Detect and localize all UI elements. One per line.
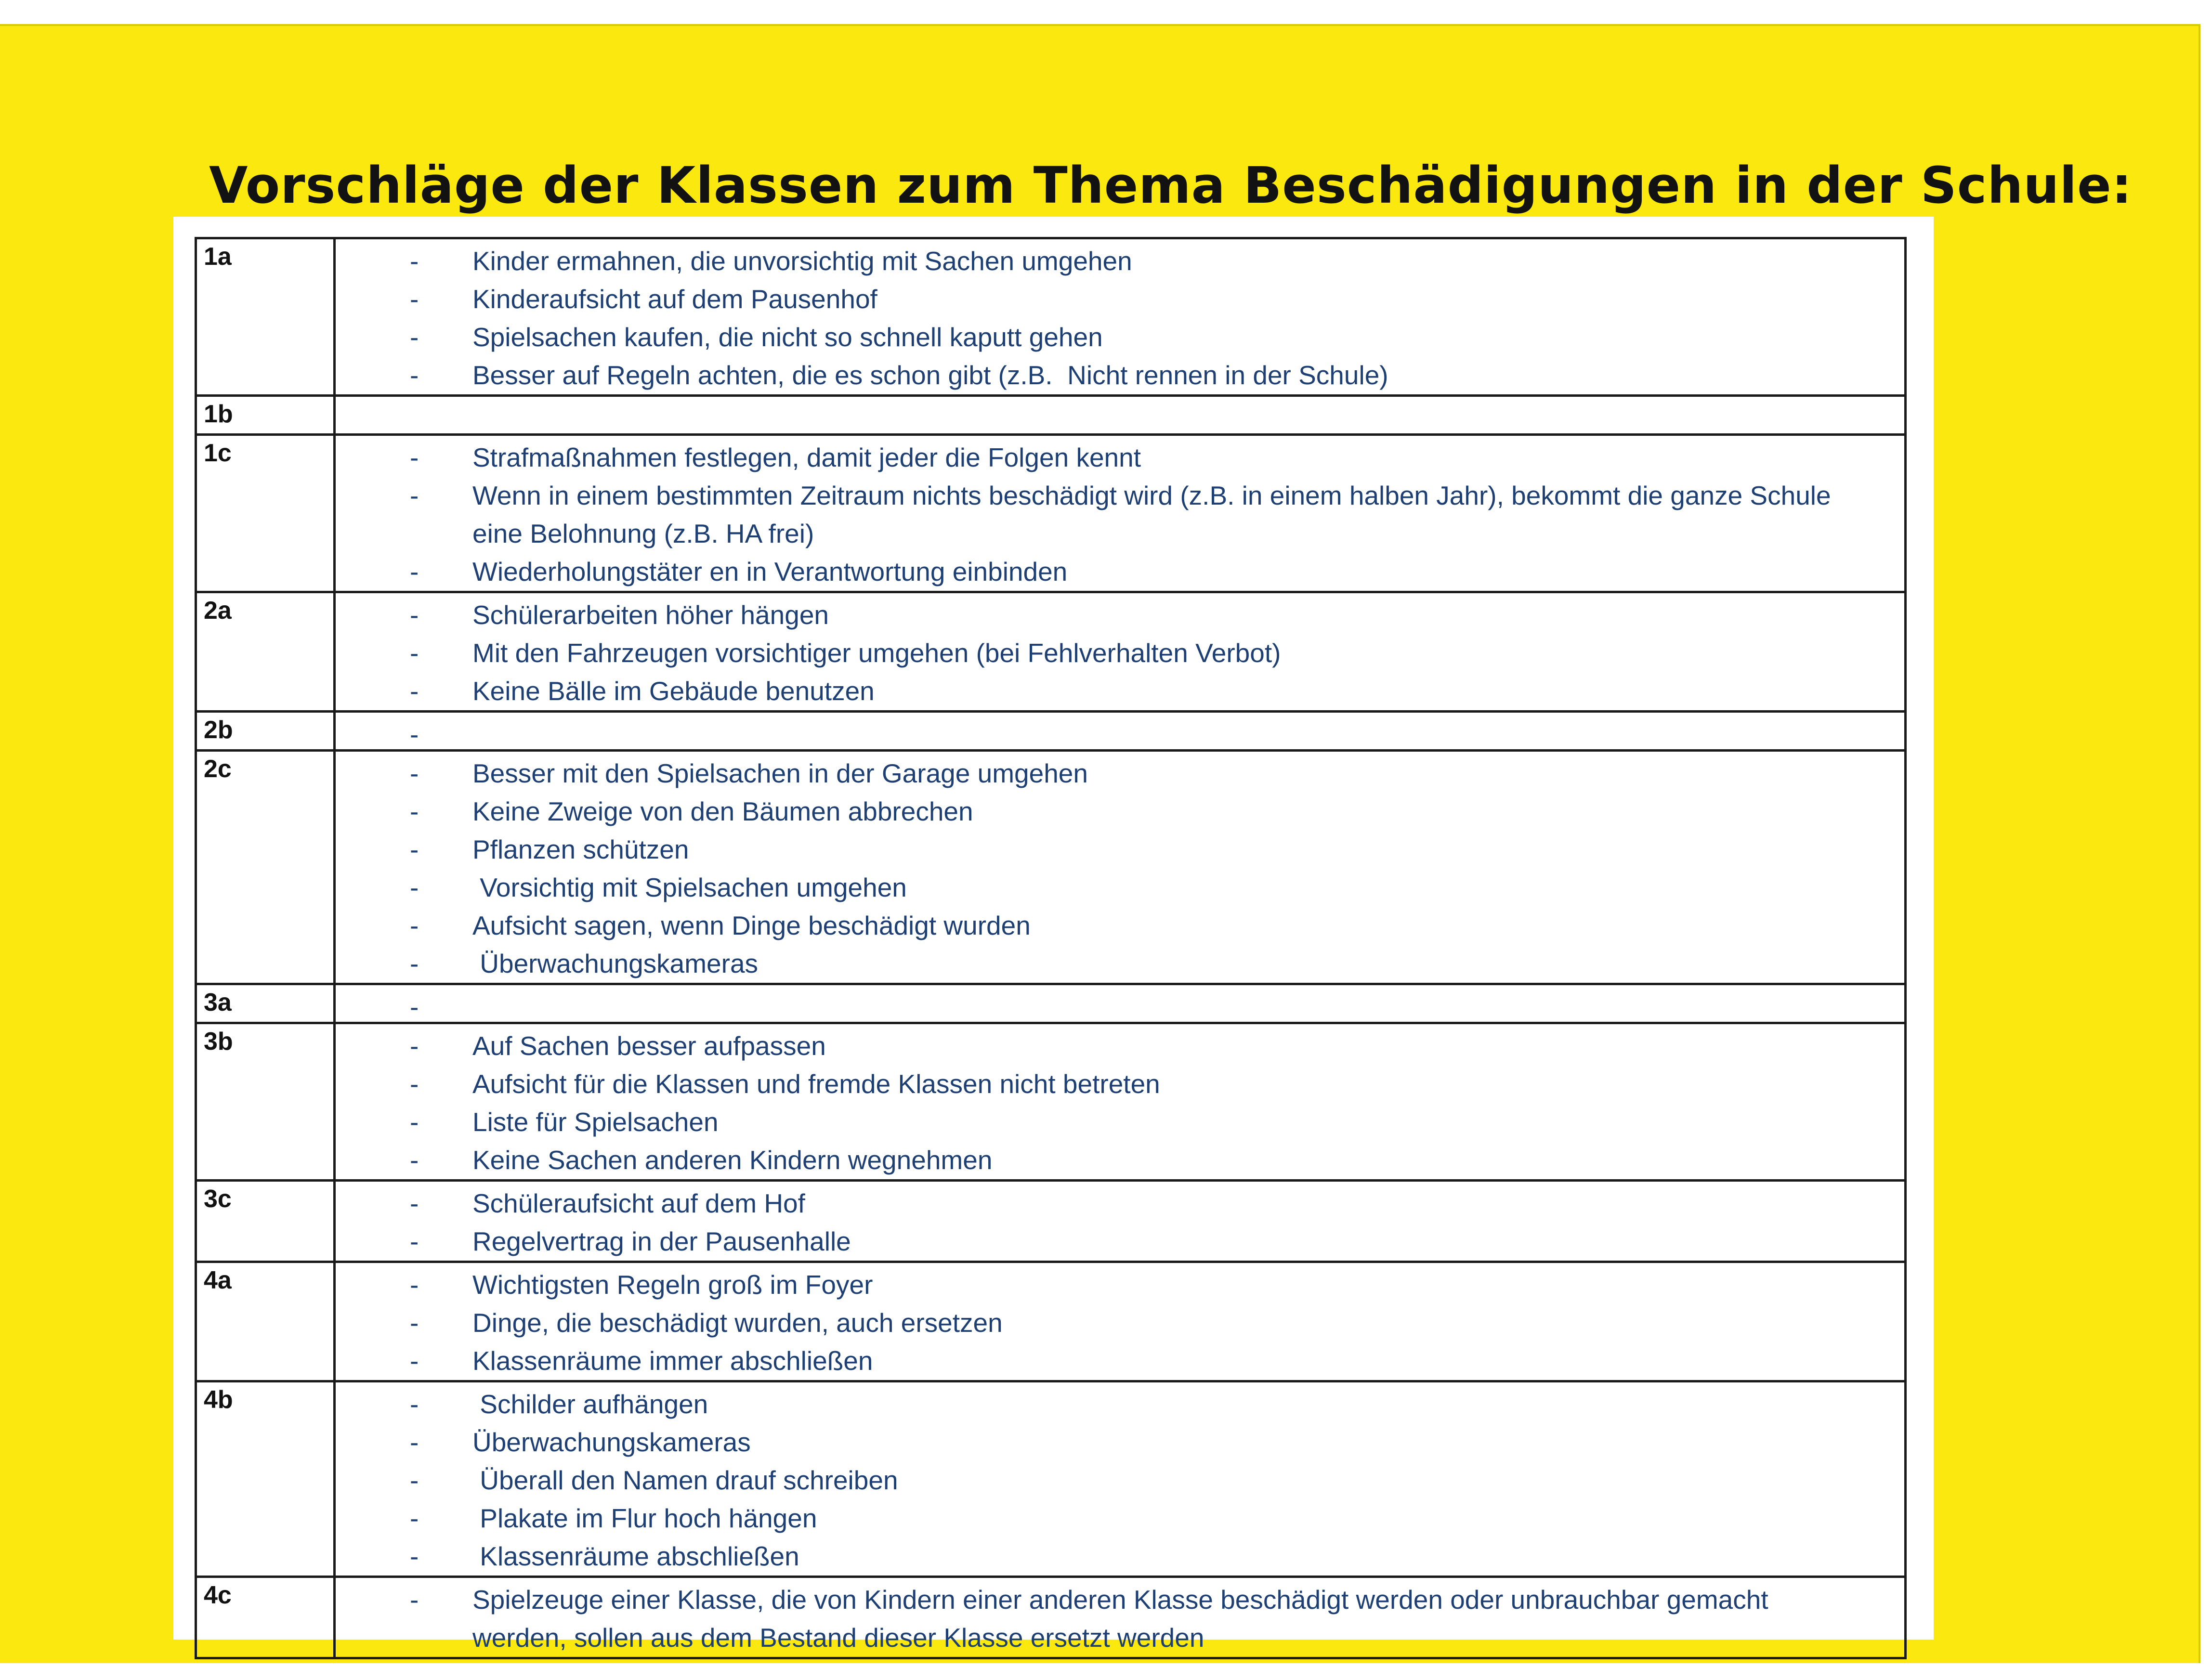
bullet-dash: - (410, 1503, 419, 1533)
class-label: 3a (196, 984, 335, 1023)
bullet-dash: - (410, 1389, 419, 1419)
suggestion-text: Schilder aufhängen (472, 1389, 708, 1419)
class-label: 1b (196, 396, 335, 435)
class-label: 3c (196, 1181, 335, 1262)
suggestion-text: Pflanzen schützen (472, 834, 689, 864)
suggestion-list (342, 755, 1898, 983)
bullet-dash: - (410, 360, 419, 390)
suggestion-text: Aufsicht sagen, wenn Dinge beschädigt wurden (472, 911, 1031, 940)
list-item (342, 945, 1898, 983)
bullet-dash: - (410, 1308, 419, 1338)
list-item (342, 1185, 1898, 1223)
list-item (342, 280, 1898, 318)
suggestion-text: Keine Bälle im Gebäude benutzen (472, 676, 875, 706)
suggestion-text: Auf Sachen besser aufpassen (472, 1031, 826, 1061)
bullet-dash: - (410, 481, 419, 510)
suggestions-table-body (196, 238, 1906, 1658)
class-label: 4c (196, 1577, 335, 1658)
bullet-dash: - (410, 1465, 419, 1495)
suggestion-list (342, 1027, 1898, 1179)
class-label: 4a (196, 1262, 335, 1381)
table-row (196, 1577, 1906, 1658)
bullet-dash: - (410, 638, 419, 668)
list-item (342, 356, 1898, 394)
suggestion-list (342, 1385, 1898, 1576)
bullet-dash: - (410, 1270, 419, 1300)
bullet-dash: - (410, 284, 419, 314)
suggestion-text: Keine Zweige von den Bäumen abbrechen (472, 796, 973, 826)
list-item (342, 1342, 1898, 1380)
class-label: 3b (196, 1023, 335, 1181)
bullet-dash: - (410, 1585, 419, 1615)
suggestion-cell (335, 984, 1906, 1023)
bullet-dash: - (410, 443, 419, 472)
list-item (342, 477, 1898, 553)
list-item (342, 1065, 1898, 1103)
list-item (342, 242, 1898, 280)
bullet-dash: - (410, 1145, 419, 1175)
suggestion-text: Wichtigsten Regeln groß im Foyer (472, 1270, 873, 1300)
table-row (196, 1262, 1906, 1381)
suggestion-text: Besser mit den Spielsachen in der Garage umgehen (472, 758, 1088, 788)
list-item (342, 439, 1898, 477)
suggestion-text: Aufsicht für die Klassen und fremde Klassen nicht betreten (472, 1069, 1160, 1099)
suggestion-cell (335, 238, 1906, 396)
bullet-dash: - (410, 676, 419, 706)
class-label: 1a (196, 238, 335, 396)
suggestion-cell (335, 1181, 1906, 1262)
bullet-dash: - (410, 1107, 419, 1137)
table-row (196, 1381, 1906, 1577)
bullet-dash: - (410, 1427, 419, 1457)
list-item (342, 672, 1898, 710)
suggestion-list (342, 1581, 1898, 1657)
bullet-dash: - (410, 1346, 419, 1376)
list-item (342, 1266, 1898, 1304)
suggestion-text: Kinderaufsicht auf dem Pausenhof (472, 284, 877, 314)
suggestion-text: Plakate im Flur hoch hängen (472, 1503, 817, 1533)
suggestion-text: Vorsichtig mit Spielsachen umgehen (472, 873, 907, 902)
bullet-dash: - (410, 246, 419, 276)
list-item (342, 553, 1898, 591)
list-item (342, 1103, 1898, 1141)
suggestion-text: Wenn in einem bestimmten Zeitraum nichts beschädigt wird (z.B. in einem halben Jahr), bekommt die ganze Schule eine Belohnung (z.B. HA frei) (472, 481, 1838, 548)
page-title: Vorschläge der Klassen zum Thema Beschädigungen in der Schule: (209, 156, 2133, 215)
suggestions-table (195, 237, 1907, 1659)
suggestion-text: Strafmaßnahmen festlegen, damit jeder die Folgen kennt (472, 443, 1141, 472)
bullet-dash: - (410, 600, 419, 630)
suggestion-list (342, 242, 1898, 394)
suggestion-text: Kinder ermahnen, die unvorsichtig mit Sachen umgehen (472, 246, 1132, 276)
bullet-dash: - (410, 1069, 419, 1099)
list-item (342, 1537, 1898, 1576)
suggestion-text: Überwachungskameras (472, 1427, 751, 1457)
table-row (196, 592, 1906, 712)
suggestion-text: Wiederholungstäter en in Verantwortung einbinden (472, 557, 1068, 586)
suggestion-cell (335, 751, 1906, 984)
suggestion-cell (335, 592, 1906, 712)
bullet-dash: - (410, 1226, 419, 1256)
suggestion-list (342, 596, 1898, 710)
bullet-dash: - (410, 758, 419, 788)
suggestion-text: Überwachungskameras (472, 949, 759, 978)
suggestion-text: Schülerarbeiten höher hängen (472, 600, 829, 630)
suggestion-cell (335, 435, 1906, 592)
suggestion-cell (335, 396, 1906, 435)
list-item (342, 1499, 1898, 1537)
suggestion-cell (335, 1023, 1906, 1181)
class-label: 2c (196, 751, 335, 984)
bullet-dash: - (410, 873, 419, 902)
suggestion-text: Keine Sachen anderen Kindern wegnehmen (472, 1145, 993, 1175)
suggestion-text: Spielzeuge einer Klasse, die von Kindern einer anderen Klasse beschädigt werden oder unbrauchbar gemacht werden, sollen aus dem Bestand dieser Klasse ersetzt werden (472, 1585, 1776, 1653)
bullet-dash: - (410, 911, 419, 940)
list-item (342, 1223, 1898, 1261)
table-row (196, 435, 1906, 592)
printed-sheet (173, 217, 1934, 1653)
list-item (342, 1461, 1898, 1499)
bullet-dash: - (410, 1031, 419, 1061)
class-label: 2b (196, 712, 335, 751)
suggestion-text: Klassenräume abschließen (472, 1541, 799, 1571)
bullet-dash: - (410, 1188, 419, 1218)
table-row (196, 1023, 1906, 1181)
list-item (342, 596, 1898, 634)
suggestion-cell (335, 1577, 1906, 1658)
table-row (196, 984, 1906, 1023)
bullet-dash: - (410, 1541, 419, 1571)
list-item (342, 1385, 1898, 1423)
list-item (342, 1304, 1898, 1342)
suggestion-text: Mit den Fahrzeugen vorsichtiger umgehen (bei Fehlverhalten Verbot) (472, 638, 1281, 668)
suggestion-text: Schüleraufsicht auf dem Hof (472, 1188, 805, 1218)
suggestion-text: Besser auf Regeln achten, die es schon gibt (z.B. Nicht rennen in der Schule) (472, 360, 1388, 390)
table-row (196, 712, 1906, 751)
suggestion-text: Dinge, die beschädigt wurden, auch ersetzen (472, 1308, 1003, 1338)
list-item (342, 907, 1898, 945)
list-item (342, 869, 1898, 907)
suggestion-text: Regelvertrag in der Pausenhalle (472, 1226, 851, 1256)
bullet-dash: - (410, 796, 419, 826)
suggestion-text: Klassenräume immer abschließen (472, 1346, 873, 1376)
class-label: 4b (196, 1381, 335, 1577)
bullet-dash: - (410, 719, 419, 749)
bullet-dash: - (410, 992, 419, 1022)
table-row (196, 751, 1906, 984)
suggestion-list (342, 1266, 1898, 1380)
table-row (196, 396, 1906, 435)
list-item (342, 831, 1898, 869)
table-row (196, 1181, 1906, 1262)
bullet-dash: - (410, 949, 419, 978)
class-label: 1c (196, 435, 335, 592)
suggestion-cell (335, 1381, 1906, 1577)
bullet-dash: - (410, 834, 419, 864)
list-item (342, 1581, 1898, 1657)
suggestion-list (342, 439, 1898, 591)
suggestion-text: Überall den Namen drauf schreiben (472, 1465, 898, 1495)
bullet-dash: - (410, 557, 419, 586)
suggestion-cell (335, 1262, 1906, 1381)
table-row (196, 238, 1906, 396)
list-item (342, 755, 1898, 793)
list-item (342, 1141, 1898, 1179)
list-item (342, 793, 1898, 831)
list-item (342, 318, 1898, 356)
suggestion-text: Spielsachen kaufen, die nicht so schnell kaputt gehen (472, 322, 1103, 352)
suggestion-cell (335, 712, 1906, 751)
bullet-dash: - (410, 322, 419, 352)
list-item (342, 1423, 1898, 1461)
list-item (342, 1027, 1898, 1065)
suggestion-text: Liste für Spielsachen (472, 1107, 719, 1137)
class-label: 2a (196, 592, 335, 712)
list-item (342, 634, 1898, 672)
suggestion-list (342, 1185, 1898, 1261)
